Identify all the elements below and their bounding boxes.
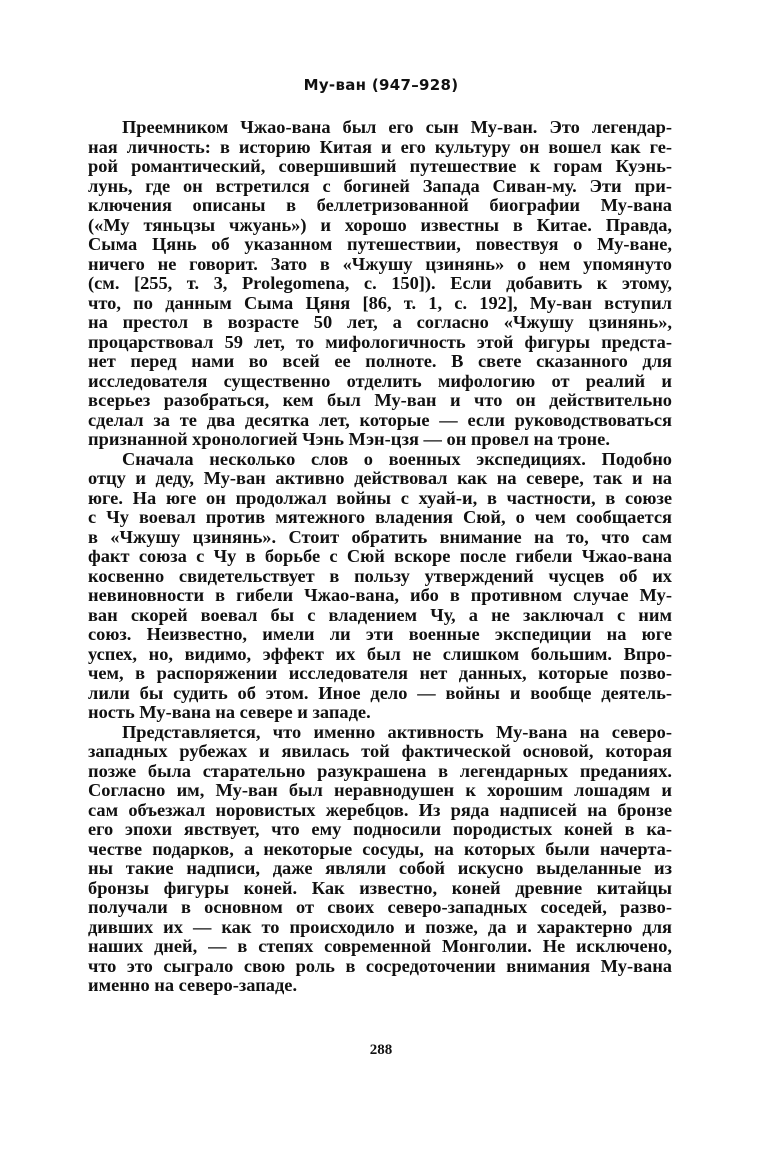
text-line: отцу и деду, Му-ван активно действовал как на севере, так и на — [88, 469, 672, 488]
text-line: лили бы судить об этом. Иное дело — войны и вообще деятель- — [88, 683, 672, 703]
text-line: юге. На юге он продолжал войны с хуай-и, в частности, в союзе — [88, 488, 672, 508]
text-line: (см. [255, т. 3, Prolegomena, с. 150]). Если добавить к этому, — [88, 274, 672, 293]
text-line: на престол в возрасте 50 лет, а согласно «Чжушу цзинянь», — [88, 313, 672, 332]
text-line: ван скорей воевал бы с владением Чу, а не заключал с ним — [88, 605, 672, 625]
text-line: именно на северо-западе. — [88, 976, 298, 995]
text-line: признанной хронологией Чэнь Мэн-цзя — он провел на троне. — [88, 430, 610, 449]
text-line: лунь, где он встретился с богиней Запада Сиван-му. Эти при- — [88, 176, 672, 196]
text-line: успех, но, видимо, эффект их был не слишком большим. Впро- — [88, 644, 672, 664]
text-line: наших дней, — в степях современной Монголии. Не исключено, — [88, 937, 672, 956]
text-line: позже была старательно разукрашена в легендарных преданиях. — [88, 761, 672, 781]
text-line: Преемником Чжао-вана был его сын Му-ван. Это легендар- — [122, 118, 672, 137]
text-line: Согласно им, Му-ван был неравнодушен к хорошим лошадям и — [88, 781, 672, 800]
text-line: союз. Неизвестно, имели ли эти военные экспедиции на юге — [88, 625, 672, 644]
text-line: ны такие надписи, даже являли собой искусно выделанные из — [88, 859, 672, 878]
text-line: ная личность: в историю Китая и его культуру он вошел как ге- — [88, 137, 672, 157]
text-line: рой романтический, совершивший путешествие к горам Куэнь- — [88, 157, 672, 176]
text-line: ничего не говорит. Зато в «Чжушу цзинянь» о нем упомянуто — [88, 254, 672, 274]
text-line: сделал за те два десятка лет, которые — если руководствоваться — [88, 410, 672, 430]
text-line: ключения описаны в беллетризованной биографии Му-вана — [88, 196, 672, 215]
paragraph — [88, 450, 672, 723]
text-line: Сыма Цянь об указанном путешествии, повествуя о Му-ване, — [88, 235, 672, 254]
text-line: чем, в распоряжении исследователя нет данных, которые позво- — [88, 664, 672, 683]
text-line: ность Му-вана на севере и западе. — [88, 703, 371, 722]
text-line: бронзы фигуры коней. Как известно, коней древние китайцы — [88, 878, 672, 898]
text-line: западных рубежах и явилась той фактической основой, которая — [88, 742, 672, 761]
text-line: («Му тяньцзы чжуань») и хорошо известны в Китае. Правда, — [88, 215, 672, 235]
text-line: факт союза с Чу в борьбе с Сюй вскоре после гибели Чжао-вана — [88, 547, 672, 566]
text-line: процарствовал 59 лет, то мифологичность этой фигуры предста- — [88, 332, 672, 352]
body-text — [88, 118, 672, 996]
text-line: Сначала несколько слов о военных экспедициях. Подобно — [122, 449, 672, 469]
text-line: его эпохи явствует, что ему подносили породистых коней в ка- — [88, 820, 672, 839]
text-line: что это сыграло свою роль в сосредоточении внимания Му-вана — [88, 956, 672, 976]
section-heading: Му-ван (947–928) — [303, 76, 459, 94]
paragraph — [88, 723, 672, 996]
text-line: всерьез разобраться, кем был Му-ван и что он действительно — [88, 391, 672, 410]
text-line: честве подарков, а некоторые сосуды, на которых были начерта- — [88, 839, 672, 859]
text-line: исследователя существенно отделить мифологию от реалий и — [88, 371, 672, 391]
text-line: с Чу воевал против мятежного владения Сюй, о чем сообщается — [88, 508, 672, 527]
text-line: что, по данным Сыма Цяня [86, т. 1, с. 192], Му-ван вступил — [88, 293, 672, 313]
text-line: сам объезжал норовистых жеребцов. Из ряда надписей на бронзе — [88, 800, 672, 820]
paragraph — [88, 118, 672, 450]
text-line: получали в основном от своих северо-западных соседей, разво- — [88, 898, 672, 917]
page-number: 288 — [369, 1042, 393, 1058]
text-line: нет перед нами во всей ее полноте. В свете сказанного для — [88, 352, 672, 371]
text-line: дивших их — как то происходило и позже, да и характерно для — [88, 917, 672, 937]
text-line: косвенно свидетельствует в пользу утверждений чусцев об их — [88, 566, 672, 586]
text-line: в «Чжушу цзинянь». Стоит обратить внимание на то, что сам — [88, 527, 672, 547]
text-line: Представляется, что именно активность Му-вана на северо- — [122, 722, 672, 742]
text-line: невиновности в гибели Чжао-вана, ибо в противном случае Му- — [88, 586, 672, 605]
